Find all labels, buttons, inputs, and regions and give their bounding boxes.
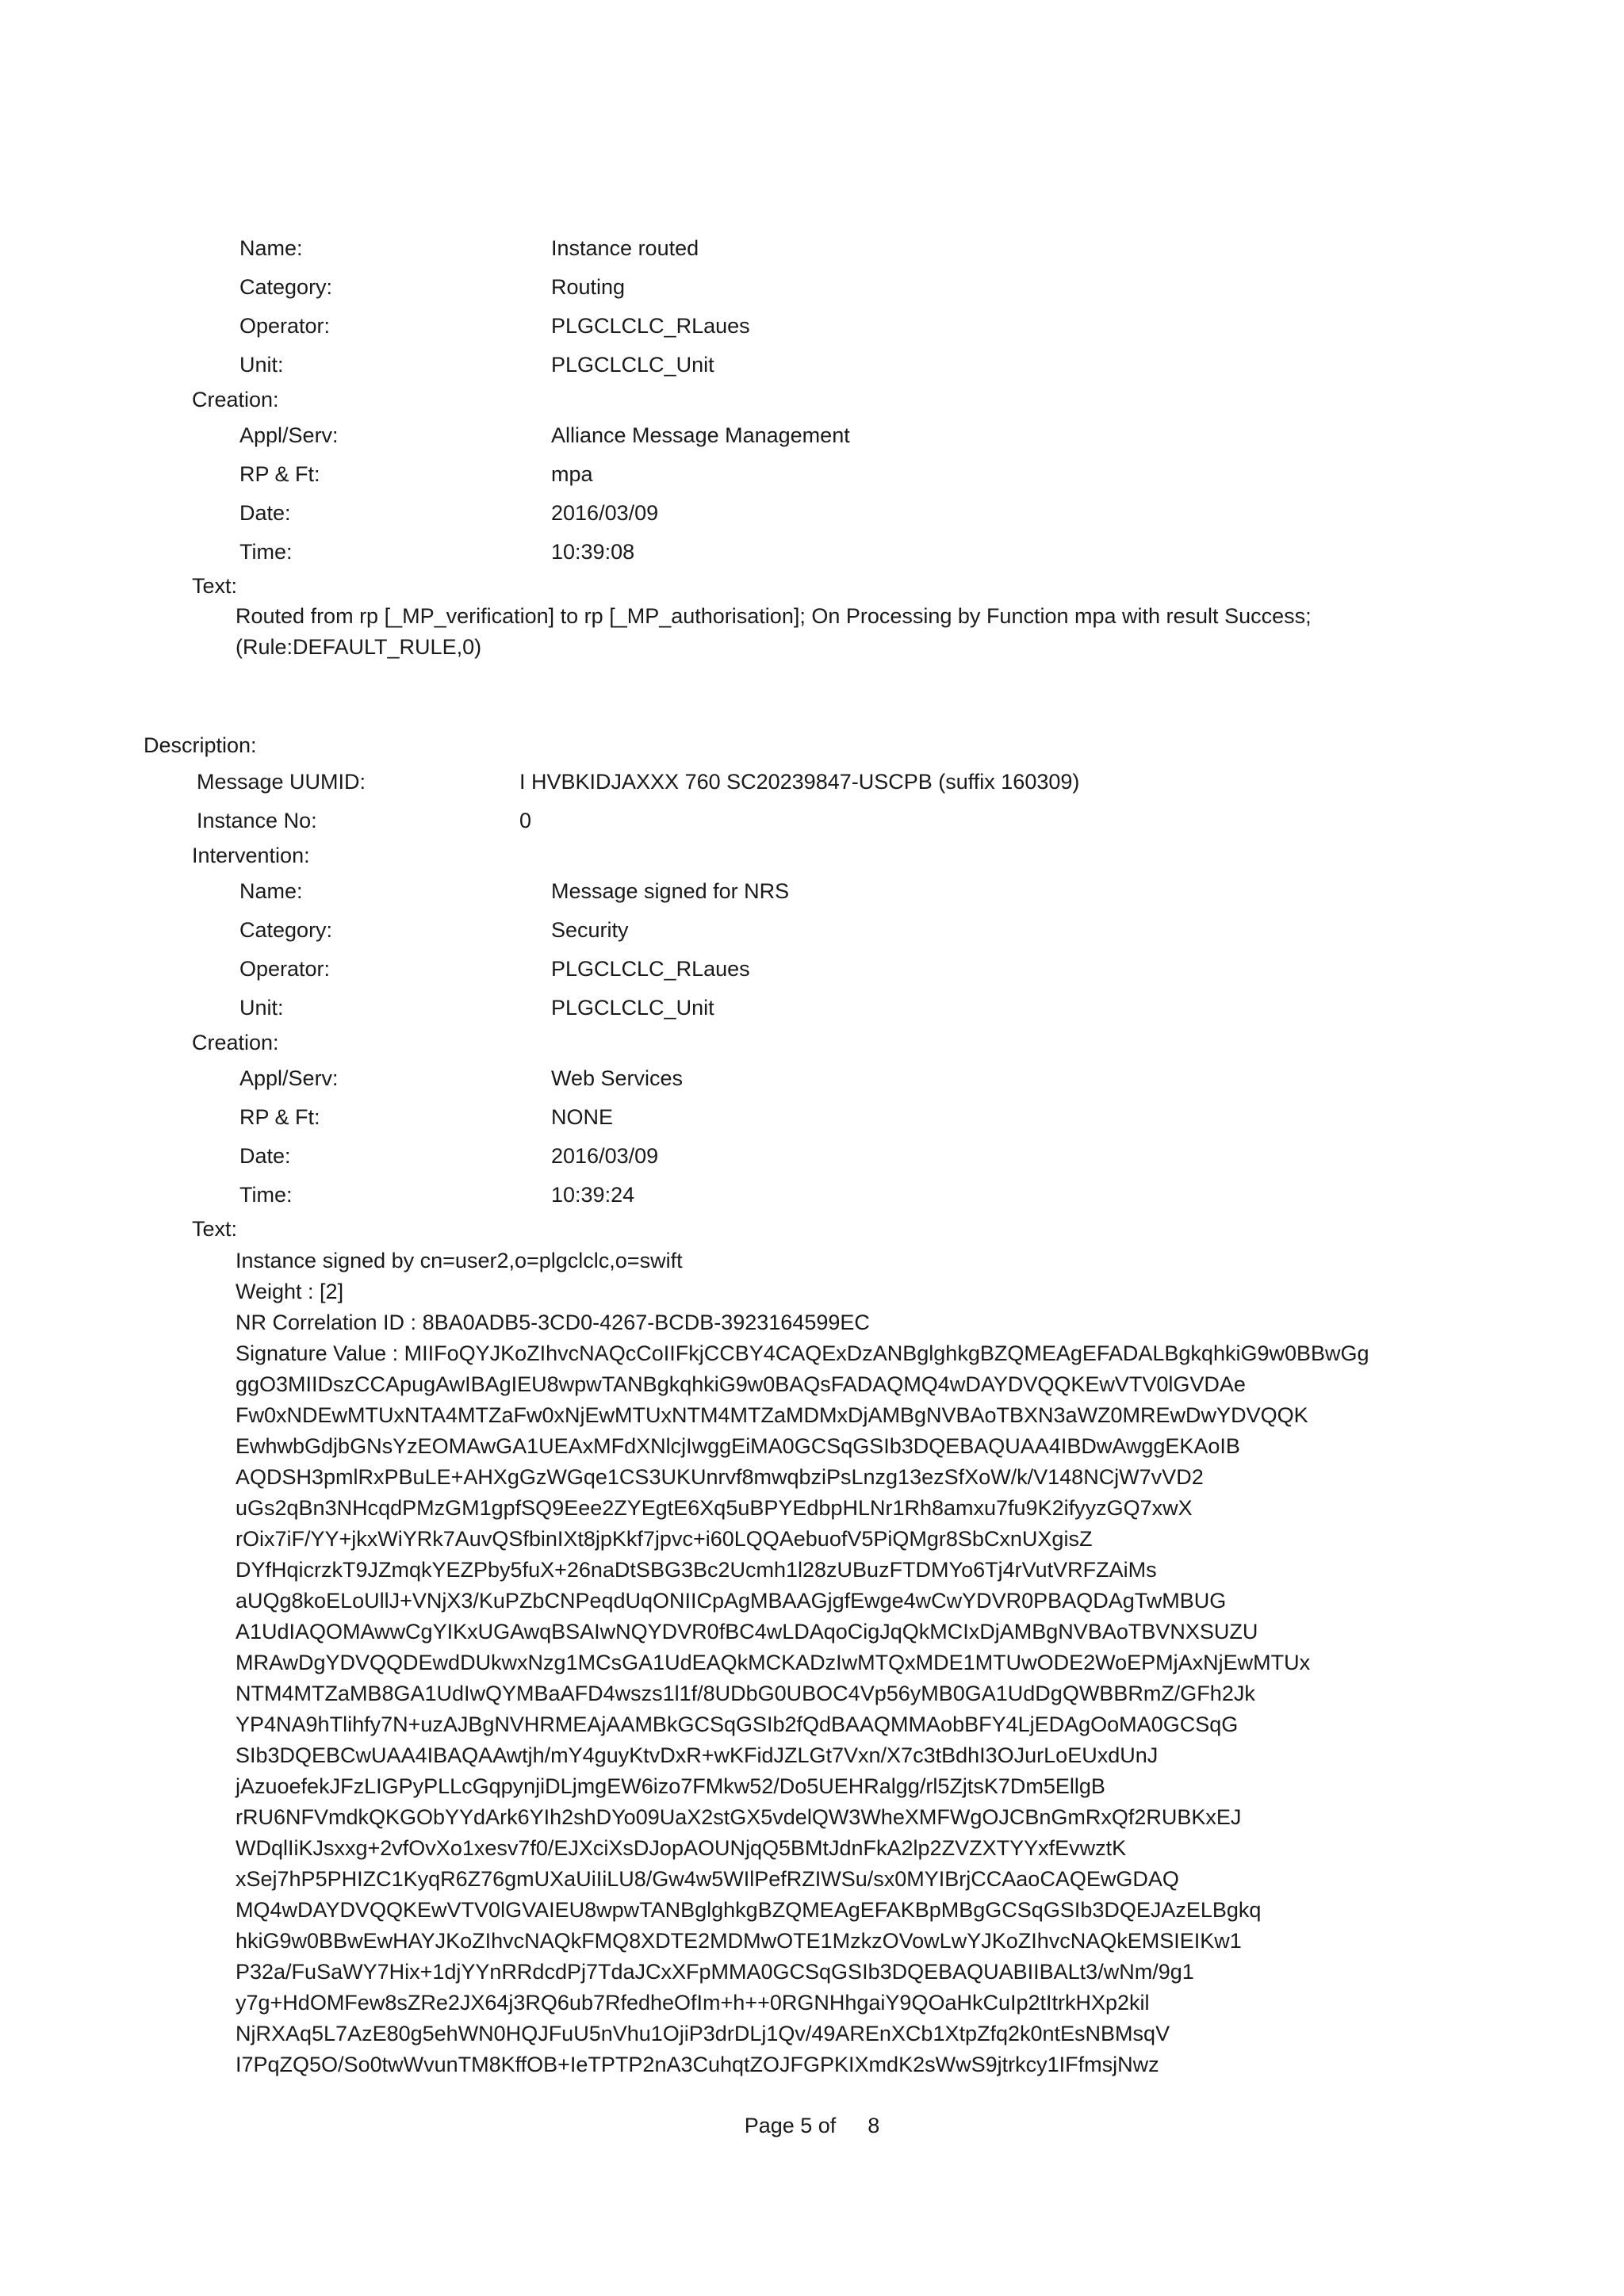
desc-rpft-label: RP & Ft: (239, 1105, 320, 1129)
desc-text-line: SIb3DQEBCwUAA4IBAQAAwtjh/mY4guyKtvDxR+wKFidJZLGt7Vxn/X7c3tBdhI3OJurLoEUxdUnJ (236, 1743, 1159, 1767)
desc-text-line: y7g+HdOMFew8sZRe2JX64j3RQ6ub7RfedheOfIm+h++0RGNHhgaiY9QOaHkCuIp2tItrkHXp2kil (236, 1991, 1150, 2015)
desc-text-line: rOix7iF/YY+jkxWiYRk7AuvQSfbinIXt8jpKkf7jpvc+i60LQQAebuofV5PiQMgr8SbCxnUXgisZ (236, 1527, 1093, 1551)
desc-category-label: Category: (239, 918, 333, 942)
block1-unit-value: PLGCLCLC_Unit (551, 353, 714, 377)
desc-text-line: jAzuoefekJFzLIGPyPLLcGqpynjiDLjmgEW6izo7FMkw52/Do5UEHRalgg/rl5ZjtsK7Dm5EllgB (236, 1774, 1105, 1798)
intervention-heading: Intervention: (192, 844, 310, 867)
block1-applserv-label: Appl/Serv: (239, 423, 339, 447)
block1-category-label: Category: (239, 275, 333, 299)
desc-text-line: Instance signed by cn=user2,o=plgclclc,o=swift (236, 1249, 683, 1272)
instance-no-label: Instance No: (197, 809, 317, 832)
desc-text-line: NR Correlation ID : 8BA0ADB5-3CD0-4267-BCDB-3923164599EC (236, 1311, 870, 1334)
desc-text-line: WDqlIiKJsxxg+2vfOvXo1xesv7f0/EJXciXsDJopAOUNjqQ5BMtJdnFkA2lp2ZVZXTYYxfEvwztK (236, 1836, 1127, 1860)
description-heading: Description: (144, 733, 257, 757)
desc-time-value: 10:39:24 (551, 1183, 635, 1207)
desc-text-line: DYfHqicrzkT9JZmqkYEZPby5fuX+26naDtSBG3Bc2Ucmh1l28zUBuzFTDMYo6Tj4rVutVRFZAiMs (236, 1558, 1157, 1582)
instance-no-value: 0 (519, 809, 532, 832)
page-footer (0, 2110, 1624, 2141)
desc-category-value: Security (551, 918, 629, 942)
block1-text-heading: Text: (192, 574, 238, 598)
desc-unit-value: PLGCLCLC_Unit (551, 996, 714, 1020)
desc-text-line: hkiG9w0BBwEwHAYJKoZIhvcNAQkFMQ8XDTE2MDMwOTE1MzkzOVowLwYJKoZIhvcNAQkEMSIEIKw1 (236, 1929, 1242, 1953)
block1-unit-label: Unit: (239, 353, 284, 377)
block1-name-label: Name: (239, 236, 303, 260)
desc-text-heading: Text: (192, 1217, 238, 1241)
desc-text-line: I7PqZQ5O/So0twWvunTM8KffOB+IeTPTP2nA3CuhqtZOJFGPKIXmdK2sWwS9jtrkcy1IFfmsjNwz (236, 2053, 1159, 2076)
block1-operator-value: PLGCLCLC_RLaues (551, 314, 750, 338)
desc-unit-label: Unit: (239, 996, 284, 1020)
desc-text-line: uGs2qBn3NHcqdPMzGM1gpfSQ9Eee2ZYEgtE6Xq5uBPYEdbpHLNr1Rh8amxu7fu9K2ifyyzGQ7xwX (236, 1496, 1193, 1520)
desc-rpft-value: NONE (551, 1105, 614, 1129)
block1-name-value: Instance routed (551, 236, 699, 260)
desc-time-label: Time: (239, 1183, 293, 1207)
desc-text-line: xSej7hP5PHIZC1KyqR6Z76gmUXaUiIiLU8/Gw4w5WIlPefRZIWSu/sx0MYIBrjCCAaoCAQEwGDAQ (236, 1867, 1179, 1891)
desc-text-line: Fw0xNDEwMTUxNTA4MTZaFw0xNjEwMTUxNTM4MTZaMDMxDjAMBgNVBAoTBXN3aWZ0MREwDwYDVQQK (236, 1403, 1308, 1427)
desc-operator-label: Operator: (239, 957, 331, 981)
block1-time-label: Time: (239, 540, 293, 564)
page-total: 8 (868, 2114, 880, 2137)
block1-creation-heading: Creation: (192, 388, 279, 411)
desc-text-line: NjRXAq5L7AzE80g5ehWN0HQJFuU5nVhu1OjiP3drDLj1Qv/49AREnXCb1XtpZfq2k0ntEsNBMsqV (236, 2022, 1170, 2045)
desc-text-line: AQDSH3pmlRxPBuLE+AHXgGzWGqe1CS3UKUnrvf8mwqbziPsLnzg13ezSfXoW/k/V148NCjW7vVD2 (236, 1465, 1204, 1489)
block1-rpft-value: mpa (551, 462, 593, 486)
block1-text-line: Routed from rp [_MP_verification] to rp [_MP_authorisation]; On Processing by Function mpa with result Success; (236, 604, 1312, 628)
desc-text-line: MQ4wDAYDVQQKEwVTV0lGVAIEU8wpwTANBglghkgBZQMEAgEFAKBpMBgGCSqGSIb3DQEJAzELBgkq (236, 1898, 1262, 1922)
desc-text-line: MRAwDgYDVQQDEwdDUkwxNzg1MCsGA1UdEAQkMCKADzIwMTQxMDE1MTUwODE2WoEPMjAxNjEwMTUx (236, 1651, 1311, 1674)
desc-date-label: Date: (239, 1144, 291, 1168)
desc-text-line: YP4NA9hTlihfy7N+uzAJBgNVHRMEAjAAMBkGCSqGSIb2fQdBAAQMMAobBFY4LjEDAgOoMA0GCSqG (236, 1712, 1239, 1736)
desc-text-line: Weight : [2] (236, 1280, 344, 1303)
uumid-label: Message UUMID: (197, 770, 366, 794)
desc-text-line: EwhwbGdjbGNsYzEOMAwGA1UEAxMFdXNlcjIwggEiMA0GCSqGSIb3DQEBAQUAA4IBDwAwggEKAoIB (236, 1434, 1240, 1458)
block1-date-value: 2016/03/09 (551, 501, 659, 525)
desc-text-line: A1UdIAQOMAwwCgYIKxUGAwqBSAIwNQYDVR0fBC4wLDAqoCigJqQkMCIxDjAMBgNVBAoTBVNXSUZU (236, 1620, 1258, 1644)
block1-rpft-label: RP & Ft: (239, 462, 320, 486)
desc-applserv-value: Web Services (551, 1066, 684, 1090)
desc-name-value: Message signed for NRS (551, 879, 790, 903)
block1-applserv-value: Alliance Message Management (551, 423, 850, 447)
block1-text-line: (Rule:DEFAULT_RULE,0) (236, 635, 482, 659)
desc-creation-heading: Creation: (192, 1031, 279, 1054)
desc-operator-value: PLGCLCLC_RLaues (551, 957, 750, 981)
desc-date-value: 2016/03/09 (551, 1144, 659, 1168)
page-label: Page 5 of (744, 2114, 837, 2137)
desc-text-line: rRU6NFVmdkQKGObYYdArk6YIh2shDYo09UaX2stGX5vdelQW3WheXMFWgOJCBnGmRxQf2RUBKxEJ (236, 1805, 1242, 1829)
desc-text-line: ggO3MIIDszCCApugAwIBAgIEU8wpwTANBgkqhkiG9w0BAQsFADAQMQ4wDAYDVQQKEwVTV0lGVDAe (236, 1372, 1246, 1396)
block1-operator-label: Operator: (239, 314, 331, 338)
uumid-value: I HVBKIDJAXXX 760 SC20239847-USCPB (suffix 160309) (519, 770, 1080, 794)
desc-text-line: NTM4MTZaMB8GA1UdIwQYMBaAFD4wszs1l1f/8UDbG0UBOC4Vp56yMB0GA1UdDgQWBBRmZ/GFh2Jk (236, 1682, 1255, 1705)
desc-text-line: aUQg8koELoUllJ+VNjX3/KuPZbCNPeqdUqONIICpAgMBAAGjgfEwge4wCwYDVR0PBAQDAgTwMBUG (236, 1589, 1227, 1613)
desc-text-line: P32a/FuSaWY7Hix+1djYYnRRdcdPj7TdaJCxXFpMMA0GCSqGSIb3DQEBAQUABIIBALt3/wNm/9g1 (236, 1960, 1194, 1984)
desc-text-line: Signature Value : MIIFoQYJKoZIhvcNAQcCoIIFkjCCBY4CAQExDzANBglghkgBZQMEAgEFADALBgkqhkiG9w0BBwGg (236, 1341, 1369, 1365)
block1-date-label: Date: (239, 501, 291, 525)
block1-category-value: Routing (551, 275, 626, 299)
block1-time-value: 10:39:08 (551, 540, 635, 564)
desc-name-label: Name: (239, 879, 303, 903)
desc-applserv-label: Appl/Serv: (239, 1066, 339, 1090)
